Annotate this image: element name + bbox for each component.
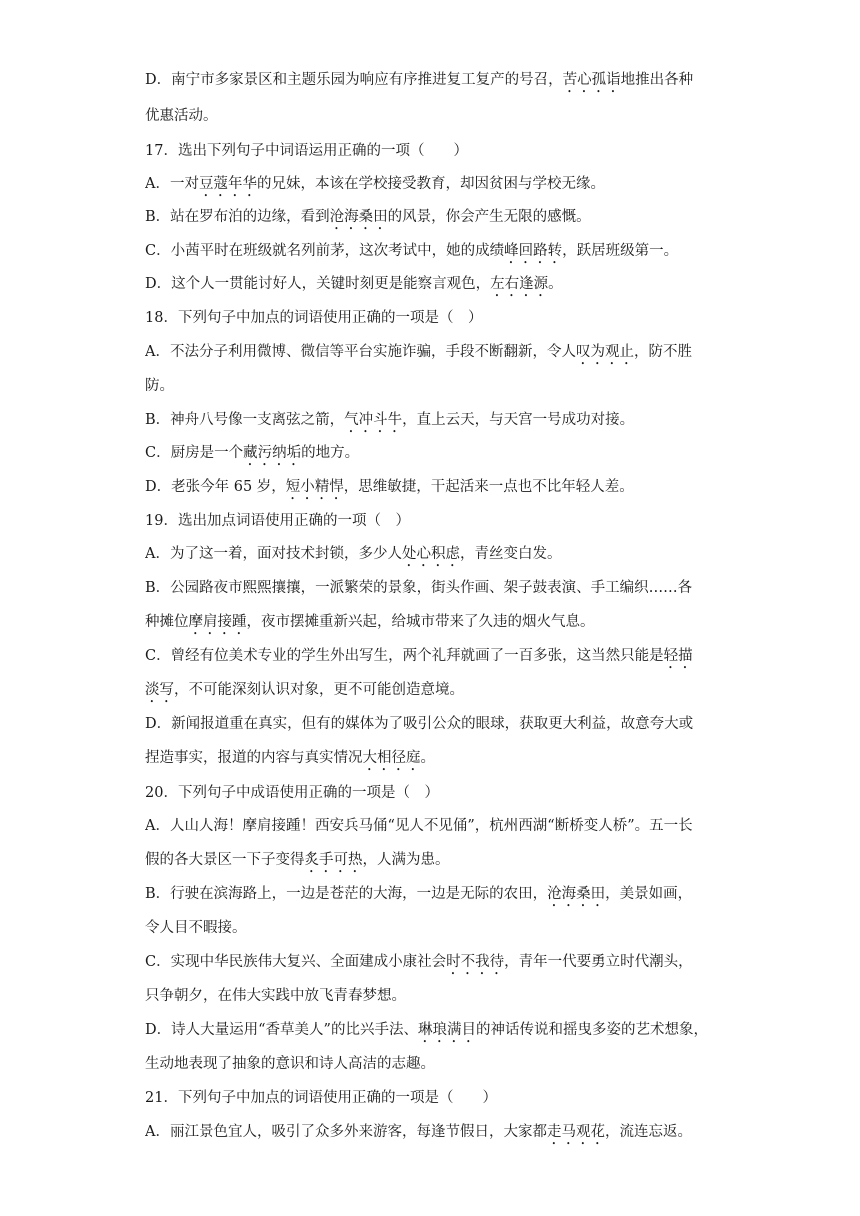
text-line	[145, 141, 725, 161]
line-text: D．诗人大量运用“香草美人”的比兴手法、	[145, 1022, 418, 1038]
line-text: A．一对	[145, 176, 199, 192]
text-line	[145, 748, 725, 774]
line-text: A．不法分子利用微博、微信等平台实施诈骗，手段不断翻新，令人	[145, 344, 576, 360]
text-line	[145, 274, 725, 300]
line-text: C．曾经有位美术专业的学生外出写生，两个礼拜就画了一百多张，这当然只能是	[145, 648, 664, 664]
text-line	[145, 443, 725, 469]
text-line	[145, 241, 725, 267]
line-text: ，夜市摆摊重新兴起，给城市带来了久违的烟火气息。	[246, 614, 595, 630]
line-text: 的风景，你会产生无限的感慨。	[387, 209, 591, 225]
text-line	[145, 952, 725, 978]
text-line	[145, 207, 725, 233]
text-line	[145, 850, 725, 876]
dotted-term: 藏污纳垢	[243, 445, 302, 461]
text-line	[145, 918, 725, 938]
dotted-term: 琳琅满目	[417, 1022, 476, 1038]
dotted-term: 处心积虑	[401, 546, 460, 562]
text-line	[145, 816, 725, 836]
line-text: 的地方。	[301, 445, 360, 461]
text-line	[145, 646, 725, 672]
line-text: 21．下列句子中加点的词语使用正确的一项是（ ）	[145, 1090, 497, 1106]
line-text: 捏造事实，报道的内容与真实情况	[145, 750, 363, 766]
line-text: A．为了这一着，面对技术封锁，多少人	[145, 546, 402, 562]
dotted-term: 轻描	[663, 648, 693, 664]
line-text: A．人山人海！摩肩接踵！西安兵马俑“见人不见俑”，杭州西湖“断桥变人桥”。五一长	[145, 818, 693, 834]
line-text: ，防不胜	[633, 344, 692, 360]
line-text: B．站在罗布泊的边缘，看到	[145, 209, 330, 225]
dotted-term: 叹为观止	[575, 344, 634, 360]
text-line	[145, 106, 725, 126]
dotted-term: 沧海桑田	[329, 209, 388, 225]
text-line	[145, 477, 725, 503]
text-line	[145, 680, 725, 706]
line-text: 18．下列句子中加点的词语使用正确的一项是（ ）	[145, 310, 483, 326]
line-text: ，流连忘返。	[604, 1124, 692, 1140]
text-line	[145, 578, 725, 598]
text-line	[145, 70, 725, 96]
text-line	[145, 783, 725, 803]
line-text: 令人目不暇接。	[145, 920, 247, 936]
text-line	[145, 1088, 725, 1108]
line-text: 优惠活动。	[145, 108, 218, 124]
text-line	[145, 612, 725, 638]
text-line	[145, 174, 725, 200]
line-text: D．南宁市多家景区和主题乐园为响应有序推进复工复产的号召，	[145, 72, 563, 88]
dotted-term: 大相径庭	[362, 750, 421, 766]
line-text: 种摊位	[145, 614, 189, 630]
dotted-term: 时不我待	[446, 954, 505, 970]
line-text: 防。	[145, 378, 174, 394]
text-line	[145, 342, 725, 368]
text-line	[145, 511, 725, 531]
line-text: 的兄妹，本该在学校接受教育，却因贫困与学校无缘。	[256, 176, 605, 192]
line-text: ，青年一代要勇立时代潮头，	[504, 954, 693, 970]
dotted-term: 炙手可热	[304, 852, 363, 868]
line-text: ，美景如画，	[605, 886, 693, 902]
dotted-term: 摩肩接踵	[188, 614, 247, 630]
line-text: ，思维敏捷，干起活来一点也不比年轻人差。	[343, 479, 634, 495]
dotted-term: 短小精悍	[285, 479, 344, 495]
line-text: ，跃居班级第一。	[562, 243, 679, 259]
line-text: C．厨房是一个	[145, 445, 244, 461]
text-line	[145, 376, 725, 396]
line-text: B．公园路夜市熙熙攘攘，一派繁荣的景象，街头作画、架子鼓表演、手工编织……各	[145, 580, 693, 596]
text-line	[145, 1020, 725, 1046]
text-line	[145, 1122, 725, 1148]
line-text: ，直上云天，与天宫一号成功对接。	[402, 412, 635, 428]
dotted-term: 气冲斗牛	[344, 412, 403, 428]
line-text: 。	[420, 750, 435, 766]
dotted-term: 走马观花	[546, 1124, 605, 1140]
line-text: 只争朝夕，在伟大实践中放飞青春梦想。	[145, 988, 406, 1004]
line-text: B．神舟八号像一支离弦之箭，	[145, 412, 345, 428]
line-text: 假的各大景区一下子变得	[145, 852, 305, 868]
line-text: D．新闻报道重在真实，但有的媒体为了吸引公众的眼球，获取更大利益，故意夸大或	[145, 716, 694, 732]
dotted-term: 淡写	[145, 682, 174, 698]
text-line	[145, 1054, 725, 1074]
dotted-term: 峰回路转	[504, 243, 563, 259]
line-text: 20．下列句子中成语使用正确的一项是（ ）	[145, 785, 439, 801]
line-text: 17．选出下列句子中词语运用正确的一项（ ）	[145, 143, 468, 159]
line-text: ，不可能深刻认识对象，更不可能创造意境。	[174, 682, 464, 698]
text-line	[145, 544, 725, 570]
line-text: 地推出各种	[620, 72, 694, 88]
line-text: 的神话传说和摇曳多姿的艺术想象，	[475, 1022, 708, 1038]
line-text: A．丽江景色宜人，吸引了众多外来游客，每逢节假日，大家都	[145, 1124, 547, 1140]
line-text: ，青丝变白发。	[459, 546, 562, 562]
dotted-term: 豆蔻年华	[198, 176, 257, 192]
line-text: B．行驶在滨海路上，一边是苍茫的大海，一边是无际的农田，	[145, 886, 548, 902]
line-text: C．实现中华民族伟大复兴、全面建成小康社会	[145, 954, 447, 970]
text-line	[145, 308, 725, 328]
line-text: C．小茜平时在班级就名列前茅，这次考试中，她的成绩	[145, 243, 505, 259]
dotted-term: 左右逢源	[490, 276, 549, 292]
line-text: 生动地表现了抽象的意识和诗人高洁的志趣。	[145, 1056, 435, 1072]
line-text: 19．选出加点词语使用正确的一项（ ）	[145, 513, 410, 529]
line-text: D．老张今年 65 岁，	[145, 479, 286, 495]
dotted-term: 苦心孤诣	[562, 72, 621, 88]
text-line	[145, 884, 725, 910]
line-text: ，人满为患。	[362, 852, 450, 868]
text-line	[145, 986, 725, 1006]
text-line	[145, 714, 725, 734]
line-text: D．这个人一贯能讨好人，关键时刻更是能察言观色，	[145, 276, 491, 292]
text-line	[145, 410, 725, 436]
dotted-term: 沧海桑田	[547, 886, 606, 902]
line-text: 。	[548, 276, 563, 292]
